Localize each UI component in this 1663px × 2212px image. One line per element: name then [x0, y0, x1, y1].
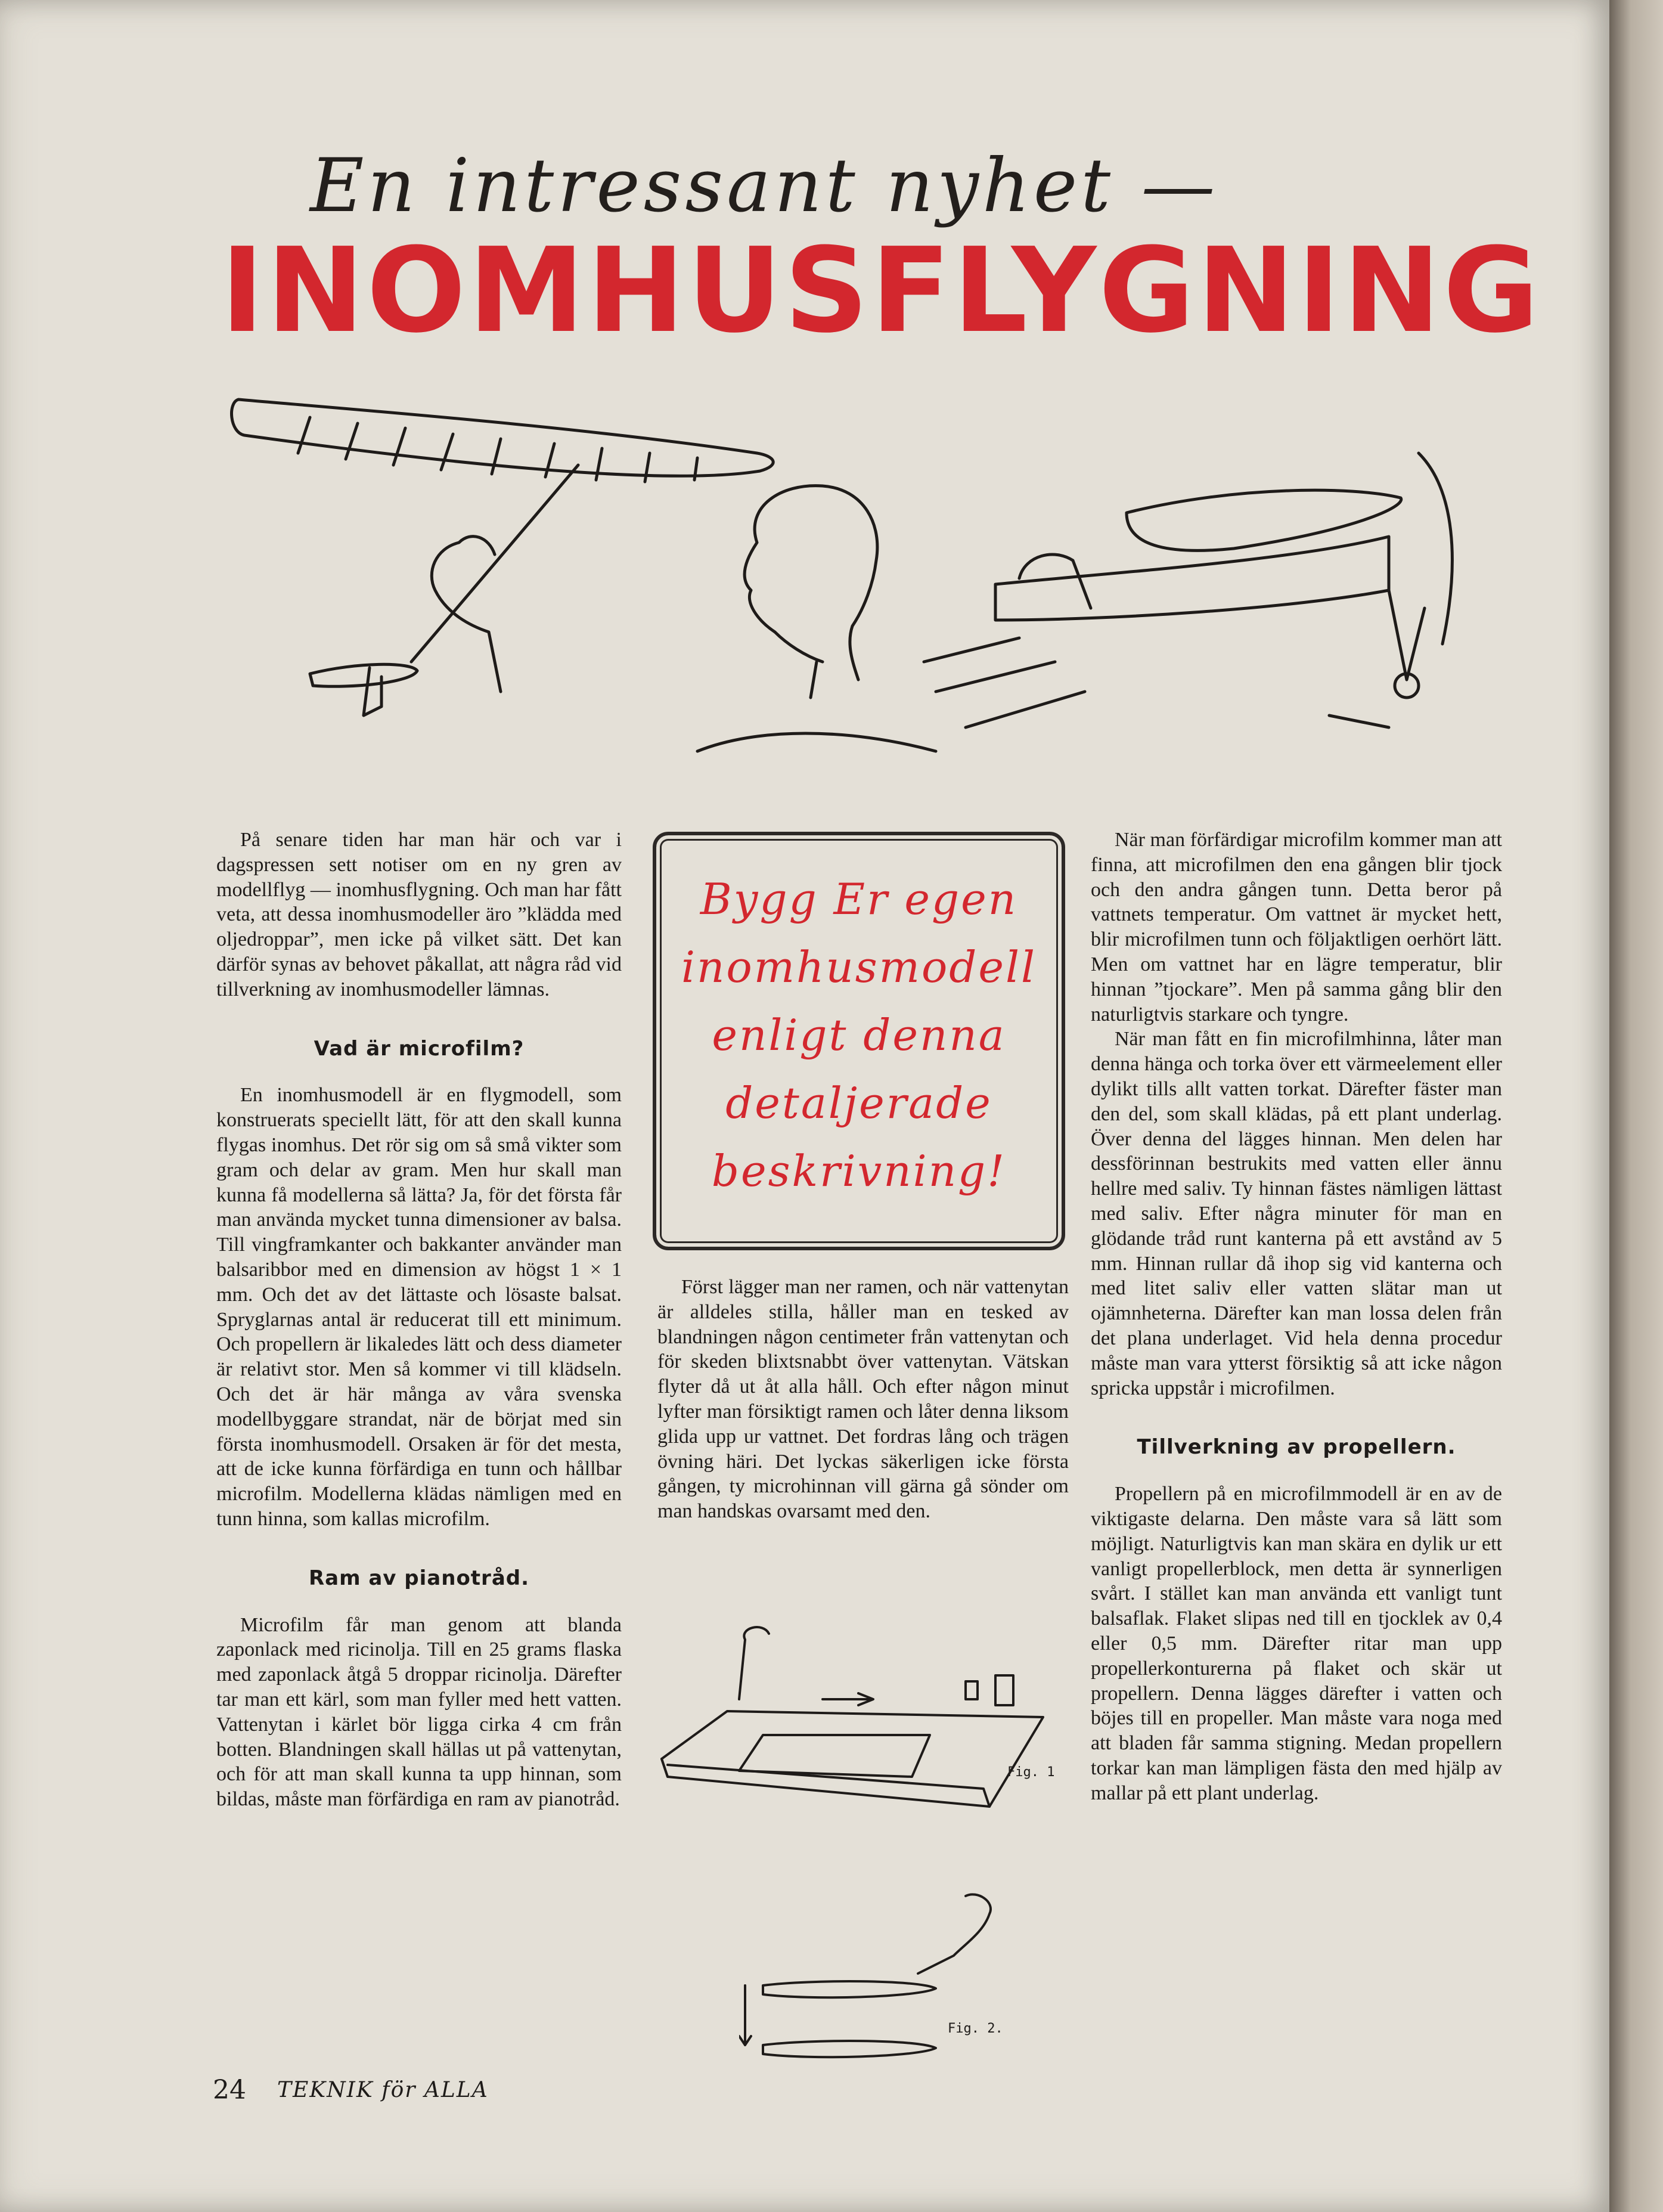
section-heading-microfilm: Vad är microfilm? — [314, 1036, 525, 1061]
fig-1-caption: Fig. 1 — [1007, 1765, 1055, 1780]
launching-hand — [432, 537, 501, 692]
paragraph: Propellern på en microfilmmodell är en av de viktigaste delarna. Den måste vara så lätt som möjligt. Naturligtvis kan man skära en dylik ur ett vanligt propellerblock, men detta är synnerligen svårt. I stället kan man använda ett vanligt tunt balsaflak. Flaket slipas ned till en tjocklek av 0,4 eller 0,5 mm. Därefter ritar man upp propellerkonturerna på flaket och skär ut propellern. Denna lägges därefter i vatten och böjes till en propeller. Man måste vara noga med att bladen får samma stigning. Medan propellern torkar kan man lämpligen fästa den med hjälp av mallar på ett plant underlag. — [1091, 1483, 1502, 1804]
promo-box — [653, 832, 1065, 1250]
article-column-2 — [657, 1275, 1069, 1524]
glider-tailplane — [310, 664, 417, 686]
promo-text: Bygg Er egen inomhusmodell enligt denna detaljerade beskrivning! — [681, 874, 1037, 1196]
headline: INOMHUSFLYGNING — [221, 223, 1541, 359]
figure-2-illustration — [739, 1890, 1037, 2075]
airplane-landing-gear — [1389, 590, 1425, 680]
paragraph: När man förfärdigar microfilm kommer man att finna, att microfilmen den ena gången blir tjock och den andra gången tunn. Detta beror på vattnets temperatur. Om vattnet är mycket hett, blir microfilmen tunn och följaktligen oerhört lätt. Men om vattnet har en lägre temperatur, blir hinnan ”tjockare”. Men på samma gång blir den naturligtvis starkare och tyngre. — [1091, 829, 1502, 1026]
glider-wing — [232, 399, 774, 476]
header-illustration — [221, 382, 1502, 787]
fig-2-caption: Fig. 2. — [948, 2021, 1003, 2036]
intro-paragraph: På senare tiden har man här och var i dagspressen sett notiser om en ny gren av modellflyg — inomhusflygning. Och man har fått veta, att dessa inomhusmodeller äro ”klädda med oljedroppar”, men icke på vilket sätt. Det kan därför synas av behovet påkallat, att några råd vid tillverkning av inomhusmodeller lämnas. — [216, 829, 622, 1000]
paragraph: En inomhusmodell är en flygmodell, som konstruerats speciellt lätt, för att den skall kunna flygas inomhus. Det rör sig om så små vikter som gram och delar av gram. Men hur skall man kunna få modellerna så lätta? Ja, för det första får man använda mycket tunna dimensioner av balsa. Till vingframkanter och bakkanter använder man balsaribbor med en dimension av högst 1 × 1 mm. Och det av det lättaste och lösaste balsat. Spryglarnas antal är reducerat till ett minimum. Och propellern är likaledes lätt och dess diameter är relativt stor. Men så kommer vi till klädseln. Och det är här många av våra svenska modellbyggare strandat, när de börjat med sin första inomhusmodell. Orsaken är för det mesta, att de icke kunna förfärdiga en tunn och hållbar microfilm. Modellerna klädas nämligen med en tunn hinna, som kallas microfilm. — [216, 1084, 622, 1530]
paragraph: Först lägger man ner ramen, och när vattenytan är alldeles stilla, håller man en tesked av blandningen någon centimeter från vattenytan och för skeden blixtsnabbt över vattenytan. Vätskan flyter då ut åt alla håll. Och efter någon minut lyfter man försiktigt ramen och låter denna liksom glida upp ur vattnet. Det fordras lång och trägen övning häri. Det lyckas säkerligen icke första gången, ty microhinnan vill gärna gå sönder om man handskas ovarsamt med den. — [657, 1276, 1069, 1523]
paragraph: När man fått en fin microfilmhinna, låter man denna hänga och torka över ett värmeelement eller dylikt tills allt vatten torkat. Därefter fäster man den del, som skall klädas, på ett plant underlag. Över denna del lägges hinnan. Men delen har dessförinnan bestrukits med vatten eller ännu hellre med saliv. Ty hinnan fästes nämligen lättast med saliv. Efter några minuter för man en glödande tråd runt kanterna på ett avstånd av 5 mm. Hinnan rullar då ihop sig vid kanterna och med litet saliv eller vatten slätar man ut ojämnheterna. Därefter kan man lossa delen från det plana underlaget. Vid hela denna procedur måste man vara ytterst försiktig så att icke någon spricka uppstår i microfilmen. — [1091, 1028, 1502, 1399]
kicker-title: En intressant nyhet — — [310, 143, 1219, 229]
magazine-name: TEKNIK för ALLA — [277, 2078, 489, 2102]
section-heading-propeller: Tillverkning av propellern. — [1137, 1435, 1456, 1460]
adjacent-page-edge — [1609, 0, 1663, 2212]
boy-portrait — [744, 486, 877, 698]
page-number: 24 — [213, 2075, 246, 2105]
article-column-3 — [1091, 828, 1502, 1805]
paragraph: Microfilm får man genom att blanda zaponlack med ricinolja. Till en 25 grams flaska med zaponlack åtgå 5 droppar ricinolja. Därefter tar man ett kärl, som man fyller med hett vatten. Vattenytan i kärlet bör ligga cirka 4 cm från botten. Blandningen skall hällas ut på vattenytan, och för att man skall kunna ta upp hinnan, som bildas, måste man förfärdiga en ram av pianotråd. — [216, 1613, 622, 1811]
article-column-1 — [216, 828, 622, 1812]
glider-fuselage — [411, 465, 578, 662]
figure-1-illustration — [656, 1622, 1073, 1818]
section-heading-pianotrad: Ram av pianotråd. — [308, 1566, 530, 1590]
